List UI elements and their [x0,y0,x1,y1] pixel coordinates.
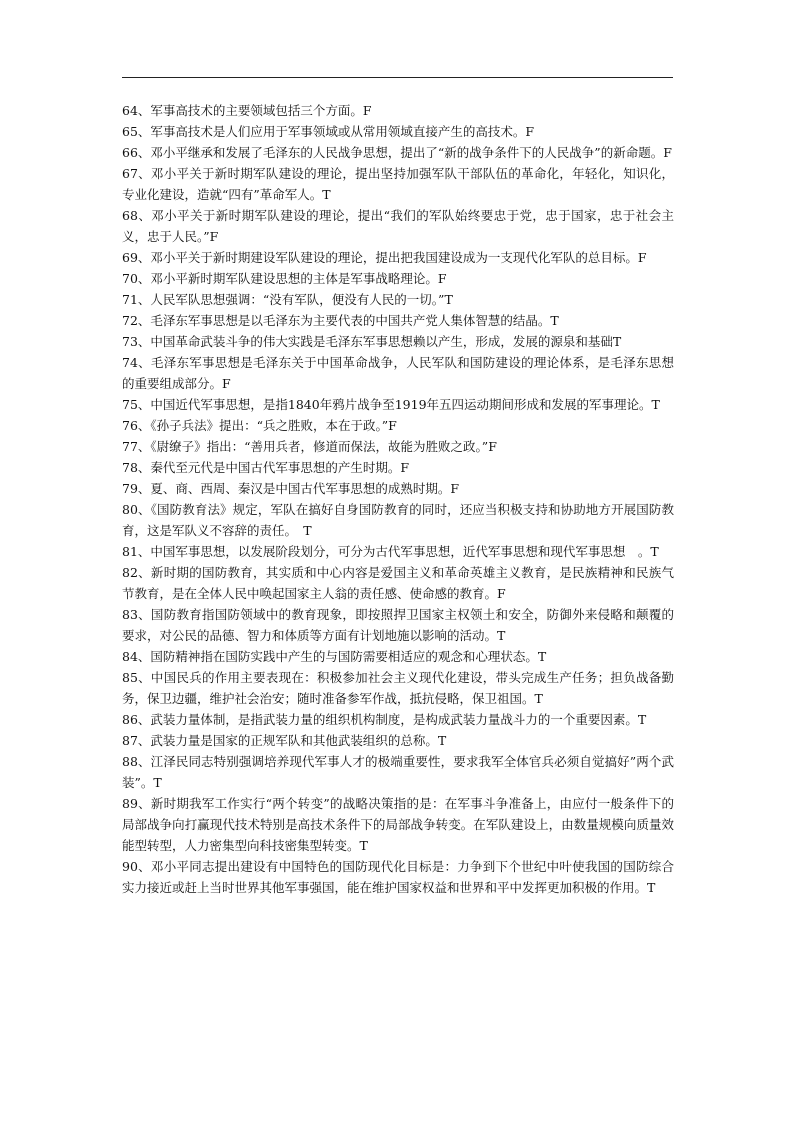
list-item: 73、中国革命武装斗争的伟大实践是毛泽东军事思想赖以产生，形成，发展的源泉和基础T [122,334,622,349]
list-item: 64、军事高技术的主要领域包括三个方面。F [122,103,372,118]
question-list [122,100,674,898]
list-item: 81、中国军事思想，以发展阶段划分，可分为古代军事思想，近代军事思想和现代军事思想 。T [122,544,659,559]
list-item: 82、新时期的国防教育，其实质和中心内容是爱国主义和革命英雄主义教育，是民族精神和民族气节教育，是在全体人民中唤起国家主人翁的责任感、使命感的教育。F [122,565,674,601]
list-item: 76、《孙子兵法》提出：“兵之胜败，本在于政。”F [122,418,397,433]
list-item: 86、武装力量体制，是指武装力量的组织机构制度，是构成武装力量战斗力的一个重要因素。T [122,712,647,727]
list-item: 88、江泽民同志特别强调培养现代军事人才的极端重要性，要求我军全体官兵必须自觉搞好”两个武装”。T [122,754,674,790]
list-item: 85、中国民兵的作用主要表现在：积极参加社会主义现代化建设，带头完成生产任务；担负战备勤务，保卫边疆，维护社会治安；随时准备参军作战，抵抗侵略，保卫祖国。T [122,670,674,706]
list-item: 77、《尉缭子》指出：“善用兵者，修道而保法，故能为胜败之政。”F [122,439,497,454]
list-item: 78、秦代至元代是中国古代军事思想的产生时期。F [122,460,410,475]
list-item: 80、《国防教育法》规定，军队在搞好自身国防教育的同时，还应当积极支持和协助地方开展国防教育，这是军队义不容辞的责任。 T [122,502,674,538]
list-item: 84、国防精神指在国防实践中产生的与国防需要相适应的观念和心理状态。T [122,649,547,664]
list-item: 72、毛泽东军事思想是以毛泽东为主要代表的中国共产党人集体智慧的结晶。T [122,313,559,328]
list-item: 75、中国近代军事思想，是指1840年鸦片战争至1919年五四运动期间形成和发展的军事理论。T [122,397,660,412]
list-item: 74、毛泽东军事思想是毛泽东关于中国革命战争，人民军队和国防建设的理论体系，是毛泽东思想的重要组成部分。F [122,355,674,391]
list-item: 87、武装力量是国家的正规军队和其他武装组织的总称。T [122,733,447,748]
list-item: 71、人民军队思想强调：“没有军队，便没有人民的一切。”T [122,292,453,307]
header-rule [122,77,673,78]
list-item: 70、邓小平新时期军队建设思想的主体是军事战略理论。F [122,271,447,286]
list-item: 68、邓小平关于新时期军队建设的理论，提出“我们的军队始终要忠于党，忠于国家，忠于社会主义，忠于人民。”F [122,208,674,244]
list-item: 65、军事高技术是人们应用于军事领域或从常用领域直接产生的高技术。F [122,124,535,139]
list-item: 89、新时期我军工作实行“两个转变”的战略决策指的是：在军事斗争准备上，由应付一般条件下的局部战争向打赢现代技术特别是高技术条件下的局部战争转变。在军队建设上，由数量规模向质量效能型转型，人力密集型向科技密集型转变。T [122,796,674,853]
list-item: 90、邓小平同志提出建设有中国特色的国防现代化目标是：力争到下个世纪中叶使我国的国防综合实力接近或赶上当时世界其他军事强国，能在维护国家权益和世界和平中发挥更加积极的作用。T [122,859,674,895]
list-item: 69、邓小平关于新时期建设军队建设的理论，提出把我国建设成为一支现代化军队的总目标。F [122,250,647,265]
list-item: 66、邓小平继承和发展了毛泽东的人民战争思想，提出了“新的战争条件下的人民战争”的新命题。F [122,145,672,160]
list-item: 79、夏、商、西周、秦汉是中国古代军事思想的成熟时期。F [122,481,460,496]
list-item: 67、邓小平关于新时期军队建设的理论，提出坚持加强军队干部队伍的革命化，年轻化，知识化，专业化建设，造就“四有”革命军人。T [122,166,674,202]
list-item: 83、国防教育指国防领域中的教育现象，即按照捍卫国家主权领土和安全，防御外来侵略和颠覆的要求，对公民的品德、智力和体质等方面有计划地施以影响的活动。T [122,607,674,643]
